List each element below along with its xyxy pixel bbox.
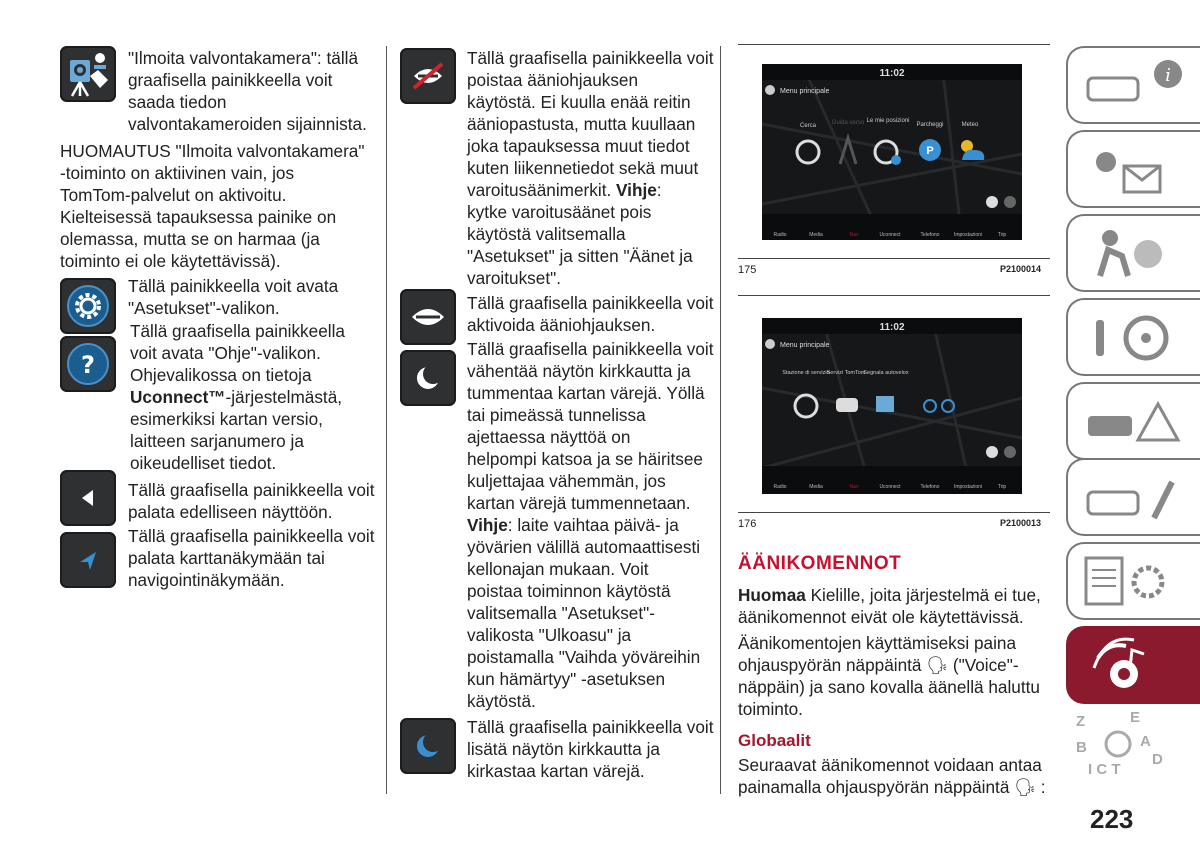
screen2-item-1: Servizi TomTom [826,370,866,376]
screen2-bar-6: Trip [997,484,1007,490]
voice-button-icon: 🗣 [926,655,949,675]
tab-technical-data[interactable] [1066,542,1200,620]
page-number: 223 [1090,804,1134,834]
speed-camera-icon [60,46,116,102]
svg-text:I C T: I C T [1088,761,1121,778]
voice-guidance-icon [400,289,456,345]
figure-176-top-rule [738,295,1050,296]
screen2-bar-2: Nav [849,484,859,490]
screen1-item-2: Le mie posizioni [866,118,910,124]
tab-safety[interactable] [1066,214,1200,292]
screen1-time: 11:02 [879,68,905,79]
screen2-bar-1: Media [809,484,823,490]
screen1-bar-3: Uconnect [879,232,901,238]
svg-text:i: i [1165,65,1171,86]
lights-messages-icon [1068,132,1200,206]
screen1-bar-5: Impostazioni [953,232,983,238]
global-paragraph: Seuraavat äänikomennot voidaan antaa painamalla ohjauspyörän näppäintä 🗣 : [738,755,1046,797]
mute-voice-icon [400,48,456,104]
figure-top-rule [738,44,1050,45]
tab-maintenance[interactable] [1066,458,1200,536]
tab-index[interactable] [1066,706,1200,784]
screen1-bar-1: Media [809,232,823,238]
section-heading: ÄÄNIKOMENNOT [738,553,902,574]
figure-176-number: 176 [738,518,757,530]
figure-176-rule [738,512,1050,513]
mute-text: Tällä graafisella painikkeella voit poistaa ääniohjauksen käytöstä. Ei kuulla enää reitin ääniopastusta, mutta kuullaan joka tapauksessa muut tiedot kuten liikennetiedot sekä muut varoitusäänimerkit. Vihje: kytke varoitusäänet pois käytöstä valitsemalla "Asetukset" ja sitten "Äänet ja varoitukset". [467,48,714,288]
svg-text:E: E [1130,709,1141,726]
svg-text:A: A [1140,733,1151,750]
tab-emergency[interactable] [1066,382,1200,460]
screen1-bar-2: Nav [849,232,859,238]
emergency-icon [1068,384,1200,458]
voice-text: Tällä graafisella painikkeella voit aktivoida ääniohjauksen. [467,293,714,335]
figure-175-code: P2100014 [1000,264,1042,274]
screen1-item-4: Meteo [961,122,979,128]
multimedia-music-icon [1068,628,1200,702]
car-wrench-icon [1068,460,1200,534]
key-steering-icon [1068,300,1200,374]
screen2-bar-0: Radio [773,484,787,490]
screen1-bar-6: Trip [997,232,1007,238]
tab-starting-driving[interactable] [1066,298,1200,376]
airbag-person-icon [1068,216,1200,290]
back-text: Tällä graafisella painikkeella voit palata edelliseen näyttöön. [128,480,375,522]
screen2-time: 11:02 [879,322,905,333]
svg-text:P: P [926,145,934,157]
screen1-bar-4: Telefono [920,232,940,238]
screen2-bar-3: Uconnect [879,484,901,490]
day-text: Tällä graafisella painikkeella voit lisätä näytön kirkkautta ja kirkastaa kartan värejä. [467,717,714,781]
screen1-item-0: Cerca [799,123,817,129]
speedcam-note: HUOMAUTUS "Ilmoita valvontakamera" -toiminto on aktiivinen vain, jos TomTom-palvelut on aktivoitu. Kielteisessä tapauksessa painike on olemassa, mutta se on harmaa (ja toiminto ei ole käytettävissä). [60,141,365,271]
help-question-icon [60,336,116,392]
svg-text:D: D [1152,751,1163,768]
settings-gear-icon [60,278,116,334]
alphabet-index-icon [1066,706,1198,780]
screen1-bar-0: Radio [773,232,787,238]
screen2-menu: Menu principale [780,342,830,349]
tab-warning-lights[interactable] [1066,130,1200,208]
screen2-item-0: Stazione di servizio [782,370,830,376]
car-info-icon [1068,48,1200,122]
svg-text:Z: Z [1076,713,1086,730]
map-view-icon [60,532,116,588]
figure-176-code: P2100013 [1000,518,1042,528]
figure-175-rule [738,258,1050,259]
screen2-item-2: Segnala autovelox [863,370,909,376]
tab-dashboard[interactable] [1066,46,1200,124]
map-text: Tällä graafisella painikkeella voit palata karttanäkymään tai navigointinäkymään. [128,526,375,590]
screen2-bar-5: Impostazioni [953,484,983,490]
column-divider [386,46,387,794]
svg-text:?: ? [81,351,95,379]
day-mode-moon-icon [400,718,456,774]
back-arrow-icon [60,470,116,526]
screen1-item-3: Parcheggi [916,122,944,128]
settings-text: Tällä painikkeella voit avata "Asetukset"-valikon. [128,276,339,318]
figure-175-screen [762,64,1022,240]
note-paragraph: Huomaa Kielille, joita järjestelmä ei tue, äänikomennot eivät ole käytettävissä. [738,585,1041,627]
document-gear-icon [1068,544,1200,618]
tab-multimedia[interactable] [1066,626,1200,704]
voice-paragraph: Äänikomentojen käyttämiseksi paina ohjauspyörän näppäintä 🗣 ("Voice"- näppäin) ja sano kovalla äänellä haluttu toiminto. [738,633,1040,719]
screen1-item-1: Guida verso [831,120,865,126]
subheading: Globaalit [738,731,811,750]
help-text: Tällä graafisella painikkeella voit avata "Ohje"-valikon. Ohjevalikossa on tietoja Uconnect™-järjestelmästä, esimerkiksi kartan versio, laitteen sarjanumero ja oikeudelliset tiedot. [130,321,345,473]
voice-button-icon-2: 🗣 [1014,777,1036,797]
column-divider-2 [720,46,721,794]
screen1-menu: Menu principale [780,88,830,95]
speedcam-text: "Ilmoita valvontakamera": tällä graafisella painikkeella voit saada tiedon valvontakameroiden sijainnista. [128,48,367,134]
night-text: Tällä graafisella painikkeella voit vähentää näytön kirkkautta ja tummentaa kartan värejä. Yöllä tai pimeässä tunnelissa ajettaessa näyttöä on helpompi katsoa ja se häiritsee kuljettajaa vähemmän, jos kartan värejä tummennetaan. Vihje: laite vaihtaa päivä- ja yövärien välillä automaattisesti kellonajan mukaan. Voit poistaa toiminnon käytöstä valitsemalla "Asetukset"- valikosta "Ulkoasu" ja poistamalla "Vaihda yöväreihin kun hämärtyy" -asetuksen käytöstä. [467,339,714,711]
figure-176-screen [762,318,1022,494]
screen2-bar-4: Telefono [920,484,940,490]
figure-175-number: 175 [738,264,757,276]
svg-text:B: B [1076,739,1087,756]
night-mode-moon-icon [400,350,456,406]
